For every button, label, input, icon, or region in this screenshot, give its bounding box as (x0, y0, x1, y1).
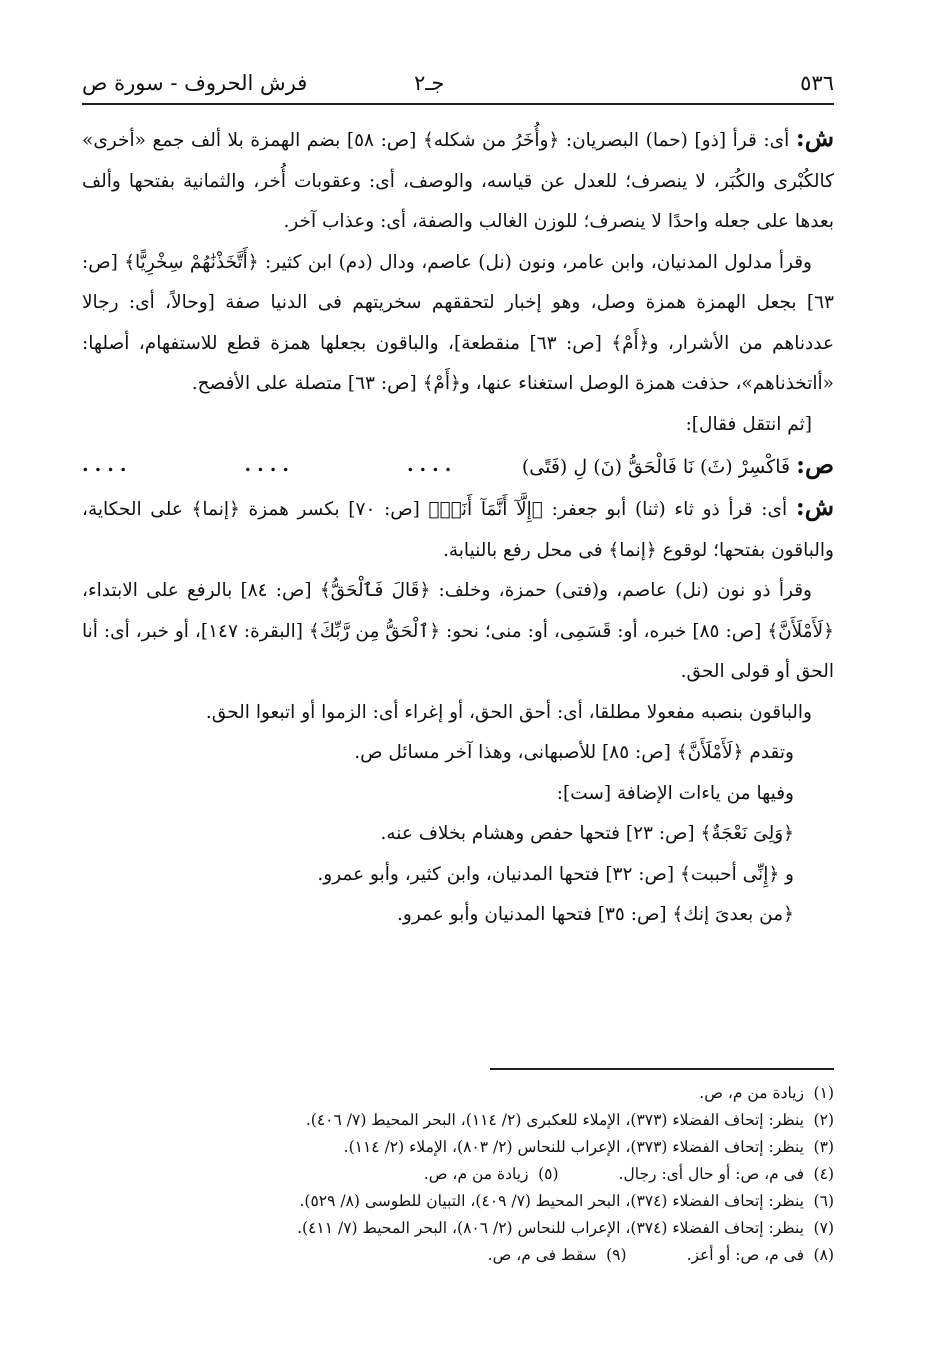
paragraph-7: وتقدم ﴿لَأَمْلَأَنَّ﴾ [ص: ٨٥] للأصبهانى، وهذا آخر مسائل ص. (354, 742, 794, 763)
paragraph-2: وقرأ مدلول المدنيان، وابن عامر، ونون (نل) عاصم، ودال (دم) ابن كثير: ﴿أَتَّخَذْنَٰهُمْ سِخْرِيًّا﴾ [ص: ٦٣] بجعل الهمزة همزة وصل، وهو إخبار لتحققهم سخريتهم فى الدنيا صفة [وحالاً، أى: رجالا عددناهم من الأشرار، و﴿أَمْ﴾ [ص: ٦٣] منقطعة]، والباقون بجعلها همزة قطع للاستفهام، أصلها: «أاتخذناهم»، حذفت همزة الوصل استغناء عنها، و﴿أَمْ﴾ [ص: ٦٣] متصلة على الأفصح. (82, 251, 834, 394)
footnote: (٣)ينظر: إتحاف الفضلاء (٣٧٣)، الإعراب للنحاس (٢/ ٨٠٣)، الإملاء (٢/ ١١٤). (343, 1138, 834, 1156)
chapter-title: فرش الحروف - سورة ص (82, 71, 308, 95)
paragraph-5: وقرأ ذو نون (نل) عاصم، و(فتى) حمزة، وخلف: ﴿قَالَ فَٱلْحَقُّ﴾ [ص: ٨٤] بالرفع على الابتداء، ﴿لَأَمْلَأَنَّ﴾ [ص: ٨٥] خبره، أو: قَسَمِى، أو: منى؛ نحو: ﴿ٱلْحَقُّ مِن رَّبِّكَ﴾ [البقرة: ١٤٧]، أو خبر، أى: أنا الحق أو قولى الحق. (82, 580, 835, 682)
verse-ellipsis: .... .... .... (82, 454, 458, 476)
page-body (82, 118, 834, 936)
paragraph-sharh-2 (82, 487, 834, 571)
page-header (82, 68, 834, 102)
footnote: (٧)ينظر: إتحاف الفضلاء (٣٧٤)، الإعراب للنحاس (٢/ ٨٠٦)، البحر المحيط (٧/ ٤١١). (297, 1219, 834, 1237)
paragraph-text: أى: قرأ ذو ثاء (ثنا) أبو جعفر: ﴿إِلَّآ أَنَّمَآ أَنَا۠﴾ [ص: ٧٠] بكسر همزة ﴿إنما﴾ على الحكاية، والباقون بفتحها؛ لوقوع ﴿إنما﴾ فى محل رفع بالنيابة. (82, 499, 834, 561)
footnote: (٦)ينظر: إتحاف الفضلاء (٣٧٤)، البحر المحيط (٧/ ٤٠٩)، التبيان للطوسى (٨/ ٥٢٩). (299, 1192, 834, 1210)
sharh-marker: ش: (795, 492, 834, 521)
footnote: (٨)فى م، ص: أو أعز.(٩)سقط فى م، ص. (487, 1246, 834, 1264)
paragraph-sharh-1 (82, 118, 834, 243)
footnote: (٢)ينظر: إتحاف الفضلاء (٣٧٣)، الإملاء للعكبرى (٢/ ١١٤)، البحر المحيط (٧/ ٤٠٦). (305, 1111, 834, 1129)
volume-label: جـ٢ (414, 71, 445, 95)
paragraph-text: أى: قرأ [ذو] (حما) البصريان: ﴿وأُخَرُ من شكله﴾ [ص: ٥٨] بضم الهمزة بلا ألف جمع «أخرى» كالكُبْرى والكُبَر، لا ينصرف؛ للعدل عن قياسه، والوصف، أى: وعقوبات أُخر، والثمانية بفتحها وألف بعدها على جعله واحدًا لا ينصرف؛ للوزن الغالب والصفة، أى: وعذاب آخر. (82, 130, 834, 232)
footnote: (١)زيادة من م، ص. (699, 1084, 834, 1102)
footnotes (82, 1080, 834, 1269)
idafa-section (82, 733, 834, 936)
verse-marker: ص: (796, 450, 834, 479)
footnote: (٤)فى م، ص: أو حال أى: رجال.(٥)زيادة من م، ص. (423, 1165, 834, 1183)
header-rule (82, 103, 834, 105)
idafa-item-2: و ﴿إِنِّى أحببت﴾ [ص: ٣٢] فتحها المدنيان، وابن كثير، وأبو عمرو. (317, 863, 794, 885)
transition-line: [ثم انتقل فقال]: (685, 413, 812, 435)
verse-text: فَاكْسِرْ (ثَ) نَا فَالْحَقُّ (نَ) لِ (فَتًى) (521, 456, 791, 478)
paragraph-6: والباقون بنصبه مفعولا مطلقا، أى: أحق الحق، أو إغراء أى: الزموا أو اتبعوا الحق. (205, 701, 812, 723)
idafa-item-1: ﴿وَلِىَ نَعْجَةٌ﴾ [ص: ٢٣] فتحها حفص وهشام بخلاف عنه. (380, 823, 794, 844)
sharh-marker: ش: (795, 123, 834, 152)
verse-line (82, 445, 834, 487)
paragraph-8: وفيها من ياءات الإضافة [ست]: (556, 782, 794, 804)
page-number: ٥٣٦ (800, 71, 834, 95)
idafa-item-3: ﴿من بعدىَ إنك﴾ [ص: ٣٥] فتحها المدنيان وأبو عمرو. (397, 904, 794, 925)
